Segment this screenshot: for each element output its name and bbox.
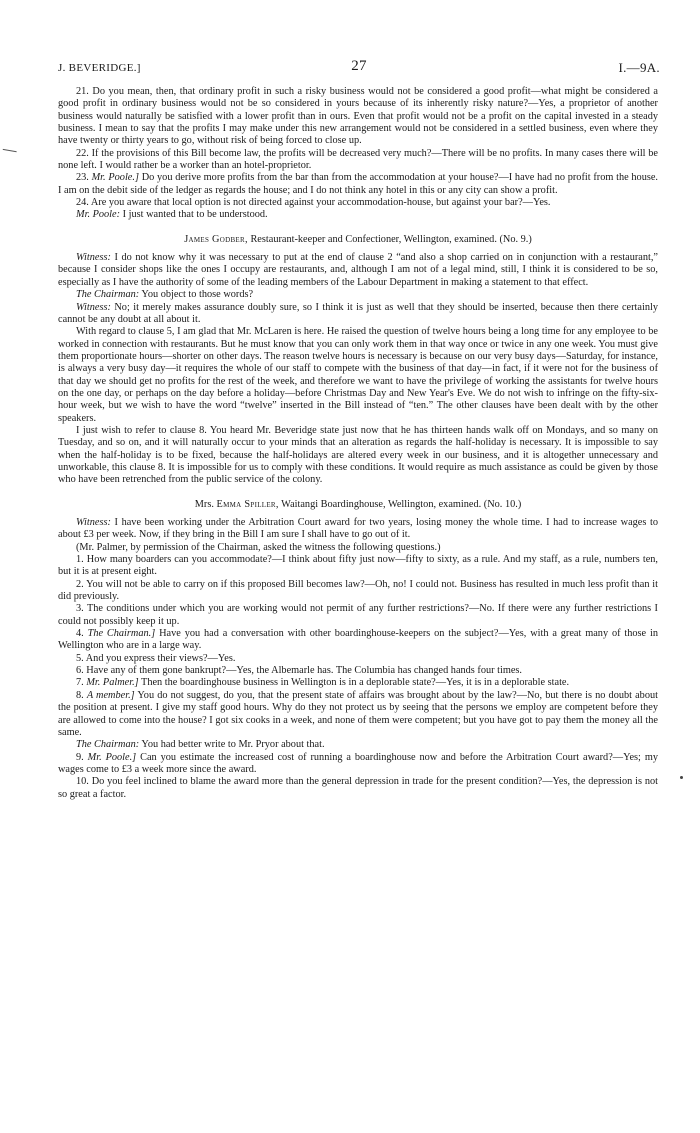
question-2: 2. You will not be able to carry on if this proposed Bill becomes law?—Oh, no! I could not. Business has resulted in much less profit than it did previously. bbox=[58, 578, 658, 603]
page-number: 27 bbox=[351, 58, 367, 74]
witness-heading-9: James Godber, Restaurant-keeper and Confectioner, Wellington, examined. (No. 9.) bbox=[184, 233, 532, 245]
question-5: 5. And you express their views?—Yes. bbox=[76, 652, 236, 664]
spiller-statement: Witness: I have been working under the Arbitration Court award for two years, losing money the whole time. I had to increase wages to about £3 per week. Now, if they bring in the Bill I am sure I shall have to go out of it. bbox=[58, 517, 658, 541]
question-7: 7. Mr. Palmer.] Then the boardinghouse business in Wellington is in a deplorable state?—Yes, it is in a deplorable state. bbox=[76, 677, 570, 689]
question-21: 21. Do you mean, then, that ordinary profit in such a risky business would not be considered a good profit—what might be considered a good profit in ordinary business would not be so considered in yours because of its inherently risky nature?—Yes, a proprietor of another business would naturally be satisfied with a lower profit than in ours. Even that profit would not be a profit on the capital invested in a steady business. I mean to say that the profits I may make under this new arrangement would not be considered in a settled business, even where they have twenty or thirty years to go, without risk of being forced to close up. bbox=[58, 86, 658, 147]
question-1: 1. How many boarders can you accommodate?—I think about fifty just now—fifty to sixty, as a rule. And my staff, as a rule, numbers ten, but it is at present eight. bbox=[58, 554, 658, 578]
godber-statement: Witness: I do not know why it was necessary to put at the end of clause 2 “and also a shop carried on in conjunction with a restaurant,” because I consider shops like the ones I occupy are restaurants, and, although I am not of a legal mind, still, I think it is considered to be so, especially as I have the authority of some of the leading members of the Labour Department in making a statement to that effect. bbox=[58, 252, 658, 288]
question-24: 24. Are you aware that local option is not directed against your accommodation-house, but against your bar?—Yes. bbox=[76, 197, 551, 209]
header-witness-name: J. BEVERIDGE.] bbox=[58, 62, 141, 74]
page-header bbox=[58, 58, 660, 78]
margin-pencil-mark bbox=[1, 149, 16, 160]
question-23: 23. Mr. Poole.] Do you derive more profits from the bar than from the accommodation at your house?—I have had no profit from the house. I am on the debit side of the ledger as regards the house; and I do not think any hotel in this or any city can show a profit. bbox=[58, 172, 658, 196]
poole-remark: Mr. Poole: I just wanted that to be understood. bbox=[76, 209, 268, 221]
godber-clause-8: I just wish to refer to clause 8. You heard Mr. Beveridge state just now that he has thirteen hands walk off on Mondays, and so many on Tuesday, and so on, and it will naturally occur to your minds that an alteration as regards the half-holiday is necessary. It is impossible to say when the half-holiday is to be fixed, because the half-holidays are altered every week in our business, and it is altogether unnecessary and unworkable, this clause 8. It is impossible for us to comply with these conditions. It would require as much assistance as could be given by those who have been retrenched from the public service of the colony. bbox=[58, 424, 658, 486]
paper-reference: I.—9A. bbox=[618, 60, 660, 75]
chairman-question: The Chairman: You object to those words? bbox=[76, 289, 254, 301]
question-4: 4. The Chairman.] Have you had a conversation with other boardinghouse-keepers on the subject?—Yes, with a great many of those in Wellington who are in a large way. bbox=[58, 628, 658, 652]
palmer-permission-note: (Mr. Palmer, by permission of the Chairman, asked the witness the following questions.) bbox=[76, 541, 441, 553]
question-10: 10. Do you feel inclined to blame the award more than the general depression in trade for the present condition?—Yes, the depression is not so great a factor. bbox=[58, 776, 658, 800]
question-6: 6. Have any of them gone bankrupt?—Yes, the Albemarle has. The Columbia has changed hands four times. bbox=[76, 665, 523, 677]
godber-reply: Witness: No; it merely makes assurance doubly sure, so I think it is just as well that they should be inserted, because then there certainly cannot be any doubt at all about it. bbox=[58, 301, 658, 325]
godber-clause-5: With regard to clause 5, I am glad that Mr. McLaren is here. He raised the question of twelve hours being a long time for any employee to be worked in connection with restaurants. But he must know that you can only work them in that way once or twice in any one week. You must give them proportionate hours—shorter on other days. The reason twelve hours is necessary is because on our very busy days—Saturday, for instance, is always a very busy day—it requires the whole of our staff to compete with the business of that day—in fact, if it were not for the business of that day we should get no profits for the rest of the week, and therefore we want to have the privilege of working the assistants for twelve hours on the one day, or perhaps on the day before a holiday—before Christmas Day and New Year's Eve. We do not wish to infringe on the fifty-six-hour week, but we wish to have the word “twelve” inserted in the Bill instead of “ten.” The other clauses have been dealt with by the other speakers. bbox=[58, 326, 658, 424]
question-9: 9. Mr. Poole.] Can you estimate the increased cost of running a boardinghouse now and before the Arbitration Court award?—Yes; my wages come to £3 a week more since the award. bbox=[58, 751, 658, 775]
chairman-remark: The Chairman: You had better write to Mr. Pryor about that. bbox=[76, 739, 325, 751]
witness-heading-10: Mrs. Emma Spiller, Waitangi Boardinghouse, Wellington, examined. (No. 10.) bbox=[194, 498, 522, 510]
question-8: 8. A member.] You do not suggest, do you, that the present state of affairs was brought about by the law?—No, but there is no doubt about the position at present. I give my staff good hours. Why do they not protect us by seeing that the persons we employ are competent before they are allowed to come into the house? I got six cooks in a week, and none of them were competent; but you have got to pay them the money all the same. bbox=[58, 689, 658, 738]
document-body bbox=[58, 86, 658, 801]
margin-dot bbox=[680, 776, 683, 779]
question-3: 3. The conditions under which you are working would not permit of any further restrictions?—No. If there were any further restrictions I could not possibly keep it up. bbox=[58, 603, 658, 627]
question-22: 22. If the provisions of this Bill become law, the profits will be decreased very much?—There will be no profits. In many cases there will be none left. I would rather be a worker than an hotel-proprietor. bbox=[58, 147, 658, 172]
